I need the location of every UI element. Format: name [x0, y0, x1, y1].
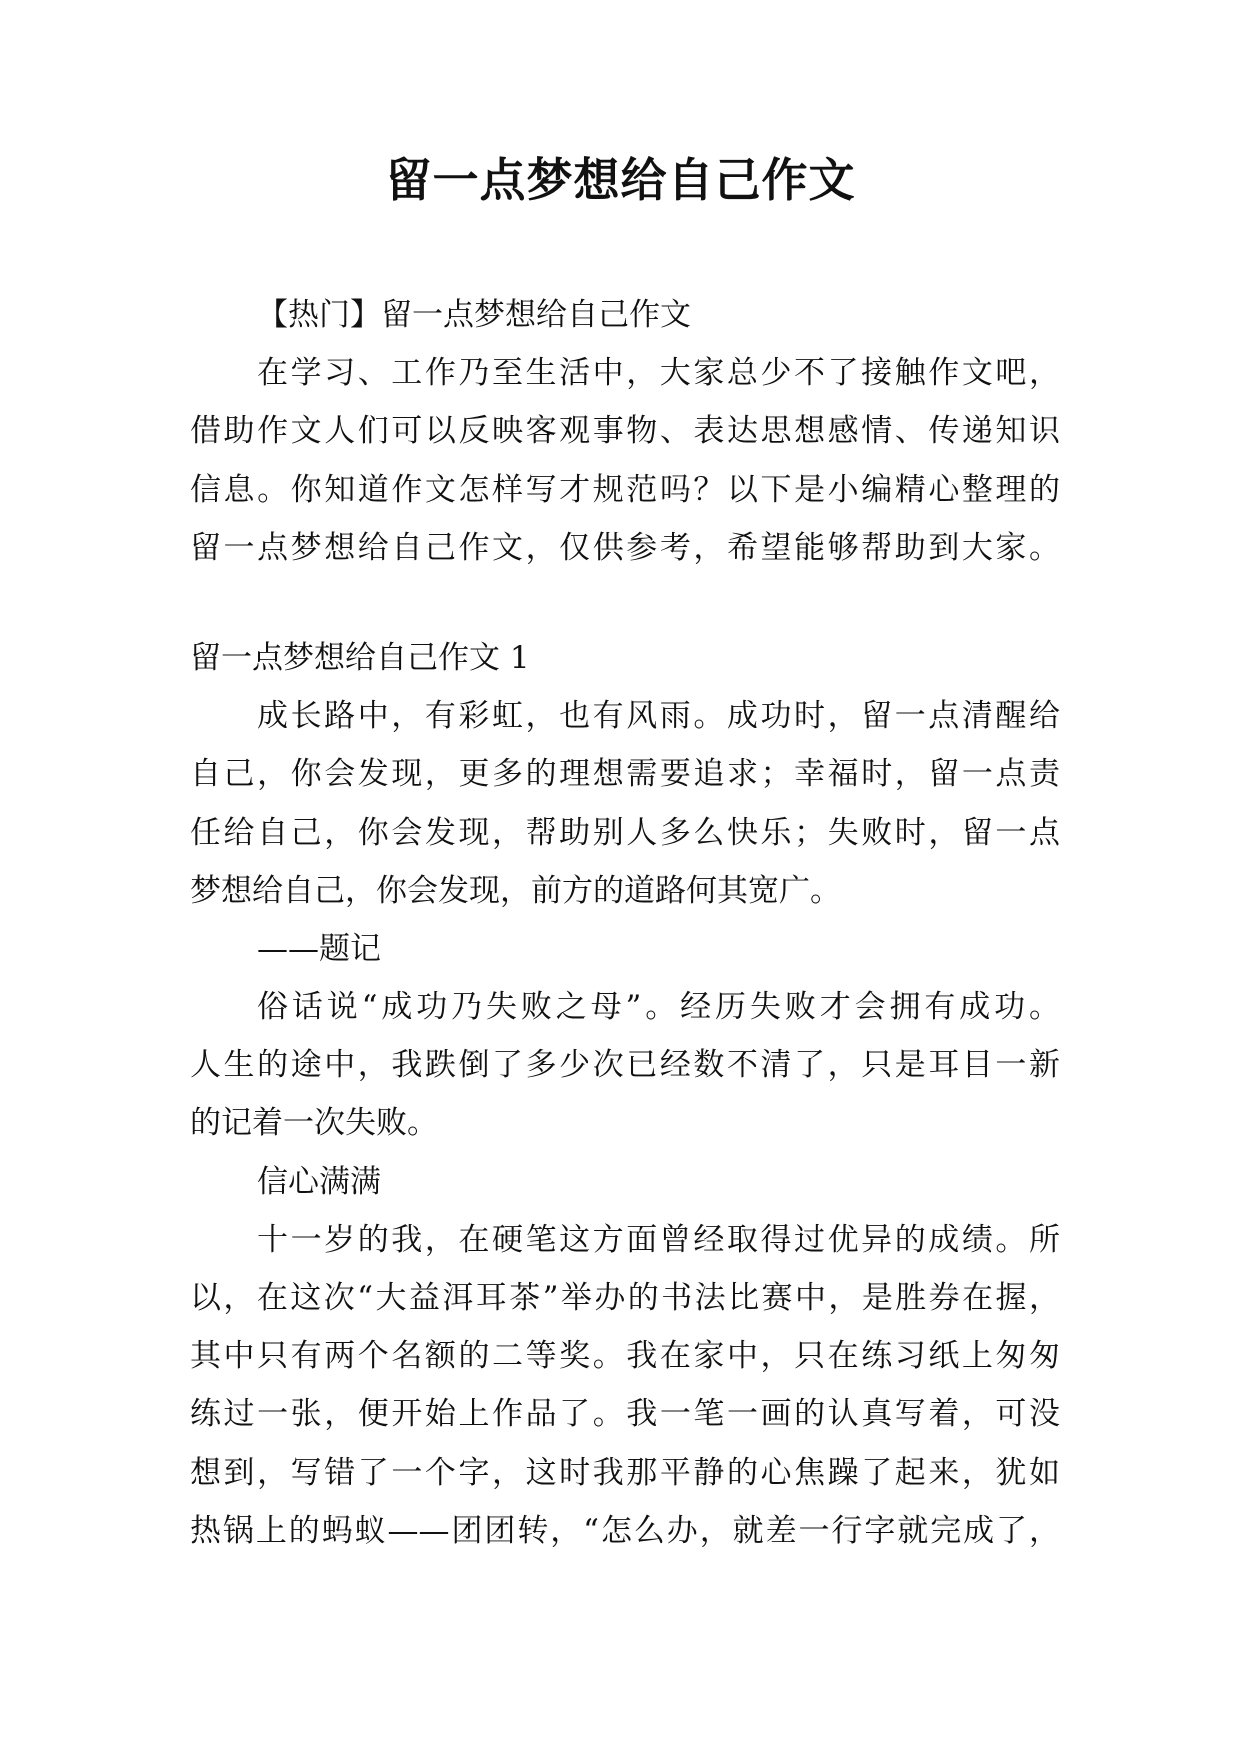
para3-line: 其中只有两个名额的二等奖。我在家中，只在练习纸上匆匆	[190, 1338, 1060, 1375]
para2-line: 俗话说“成功乃失败之母”。经历失败才会拥有成功。	[257, 989, 1060, 1026]
para3-line: 热锅上的蚂蚁——团团转，“怎么办，就差一行字就完成了，	[190, 1512, 1060, 1549]
intro-line: 信息。你知道作文怎样写才规范吗？以下是小编精心整理的	[190, 471, 1060, 508]
para1-line: 梦想给自己，你会发现，前方的道路何其宽广。	[190, 872, 841, 909]
para2-line: 的记着一次失败。	[190, 1105, 438, 1142]
inscription: ——题记	[257, 930, 381, 967]
section-heading: 留一点梦想给自己作文 1	[190, 639, 530, 676]
para1-line: 自己，你会发现，更多的理想需要追求；幸福时，留一点责	[190, 756, 1060, 793]
document-body	[190, 286, 1060, 1560]
para3-line: 练过一张，便开始上作品了。我一笔一画的认真写着，可没	[190, 1396, 1060, 1433]
intro-line: 留一点梦想给自己作文，仅供参考，希望能够帮助到大家。	[190, 529, 1060, 566]
intro-line: 在学习、工作乃至生活中，大家总少不了接触作文吧，	[257, 355, 1060, 392]
intro-label: 【热门】留一点梦想给自己作文	[257, 297, 691, 333]
para2-line: 人生的途中，我跌倒了多少次已经数不清了，只是耳目一新	[190, 1047, 1060, 1084]
para1-line: 成长路中，有彩虹，也有风雨。成功时，留一点清醒给	[257, 698, 1060, 735]
document-title: 留一点梦想给自己作文	[385, 153, 856, 207]
para1-line: 任给自己，你会发现，帮助别人多么快乐；失败时，留一点	[190, 814, 1060, 851]
intro-line: 借助作文人们可以反映客观事物、表达思想感情、传递知识	[190, 413, 1060, 450]
paragraph-gap	[190, 577, 1060, 629]
para3-line: 想到，写错了一个字，这时我那平静的心焦躁了起来，犹如	[190, 1454, 1060, 1491]
para3-line: 十一岁的我，在硬笔这方面曾经取得过优异的成绩。所	[257, 1221, 1060, 1258]
para3-line: 以，在这次“大益洱耳茶”举办的书法比赛中，是胜券在握，	[190, 1280, 1060, 1316]
subheading: 信心满满	[257, 1163, 381, 1200]
